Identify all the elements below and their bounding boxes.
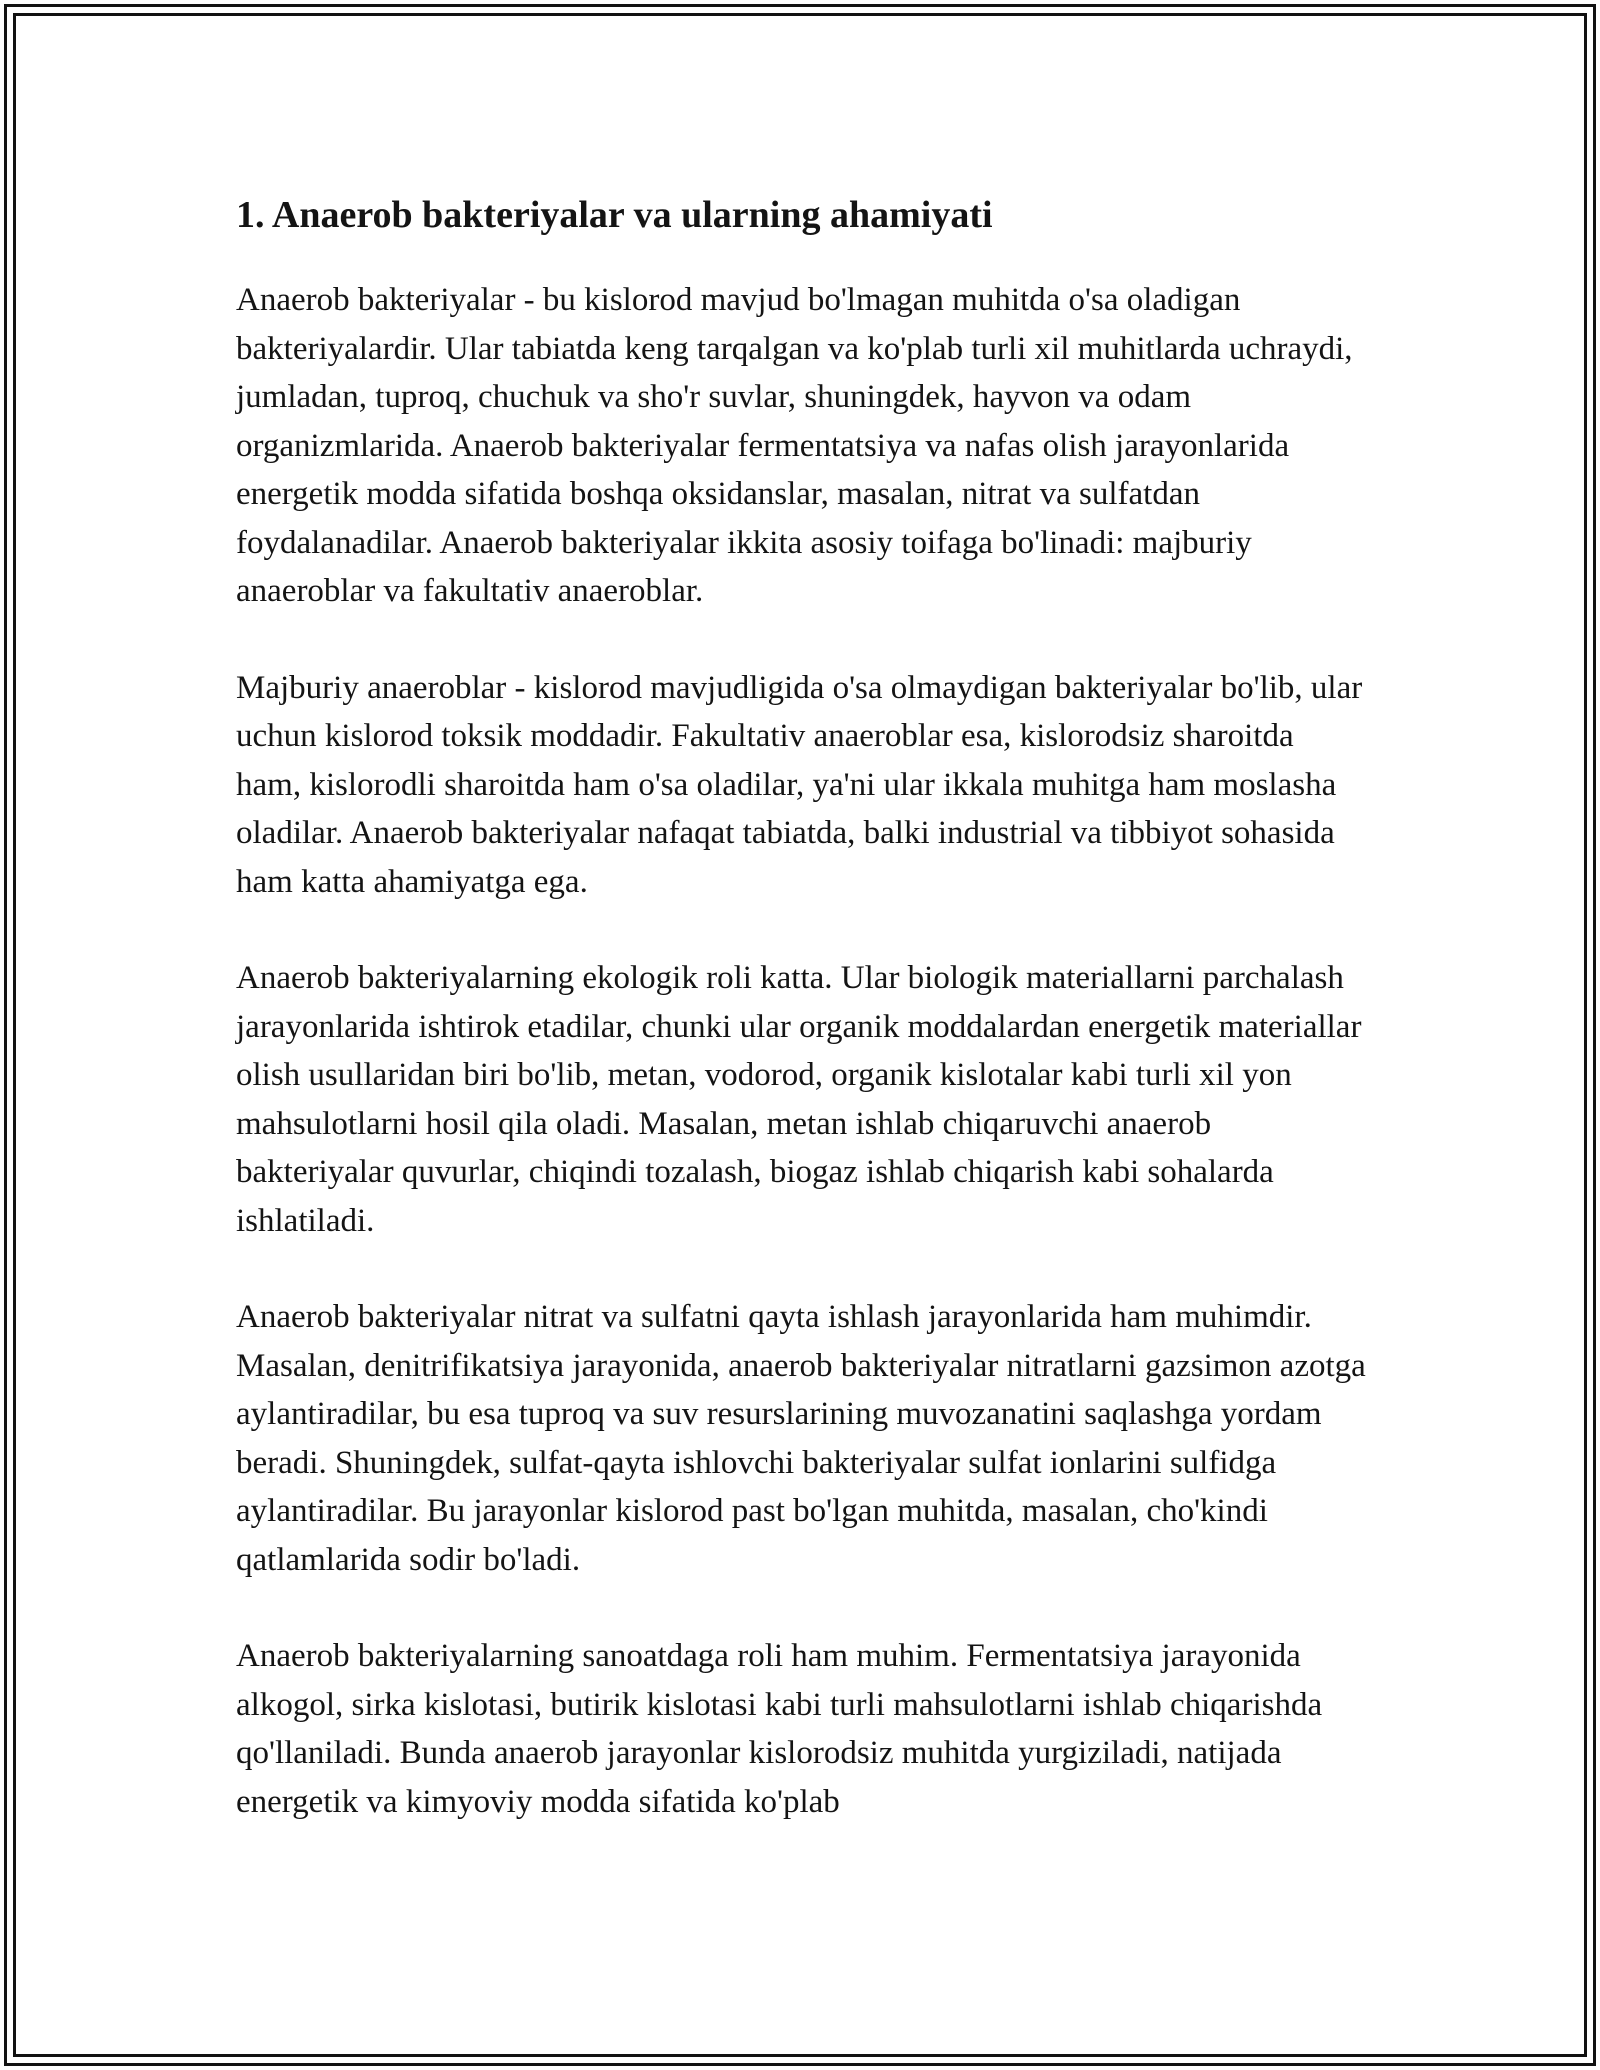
paragraph-4: Anaerob bakteriyalar nitrat va sulfatni qayta ishlash jarayonlarida ham muhimdir. Masalan, denitrifikatsiya jarayonida, anaerob bakteriyalar nitratlarni gazsimon azotga aylantiradilar, bu esa tuproq va suv resurslarining muvozanatini saqlashga yordam beradi. Shuningdek, sulfat-qayta ishlovchi bakteriyalar sulfat ionlarini sulfidga aylantiradilar. Bu jarayonlar kislorod past bo'lgan muhitda, masalan, cho'kindi qatlamlarida sodir bo'ladi. — [236, 1299, 1366, 1578]
section-heading: 1. Anaerob bakteriyalar va ularning ahamiyati — [236, 194, 993, 236]
paragraph-3: Anaerob bakteriyalarning ekologik roli katta. Ular biologik materiallarni parchalash jarayonlarida ishtirok etadilar, chunki ular organik moddalardan energetik materiallar olish usullaridan biri bo'lib, metan, vodorod, organik kislotalar kabi turli xil yon mahsulotlarni hosil qila oladi. Masalan, metan ishlab chiqaruvchi anaerob bakteriyalar quvurlar, chiqindi tozalash, biogaz ishlab chiqarish kabi sohalarda ishlatiladi. — [236, 960, 1362, 1239]
paragraph-1: Anaerob bakteriyalar - bu kislorod mavjud bo'lmagan muhitda o'sa oladigan bakteriyalardir. Ular tabiatda keng tarqalgan va ko'plab turli xil muhitlarda uchraydi, jumladan, tuproq, chuchuk va sho'r suvlar, shuningdek, hayvon va odam organizmlarida. Anaerob bakteriyalar fermentatsiya va nafas olish jarayonlarida energetik modda sifatida boshqa oksidanslar, masalan, nitrat va sulfatdan foydalanadilar. Anaerob bakteriyalar ikkita asosiy toifaga bo'linadi: majburiy anaeroblar va fakultativ anaeroblar. — [236, 282, 1353, 609]
paragraph-2: Majburiy anaeroblar - kislorod mavjudligida o'sa olmaydigan bakteriyalar bo'lib, ular uchun kislorod toksik moddadir. Fakultativ anaeroblar esa, kislorodsiz sharoitda ham, kislorodli sharoitda ham o'sa oladilar, ya'ni ular ikkala muhitga ham moslasha oladilar. Anaerob bakteriyalar nafaqat tabiatda, balki industrial va tibbiyot sohasida ham katta ahamiyatga ega. — [236, 669, 1363, 900]
paragraph-5: Anaerob bakteriyalarning sanoatdaga roli ham muhim. Fermentatsiya jarayonida alkogol, sirka kislotasi, butirik kislotasi kabi turli mahsulotlarni ishlab chiqarishda qo'llaniladi. Bunda anaerob jarayonlar kislorodsiz muhitda yurgiziladi, natijada energetik va kimyoviy modda sifatida ko'plab — [236, 1638, 1323, 1820]
document-body — [236, 182, 1366, 1826]
